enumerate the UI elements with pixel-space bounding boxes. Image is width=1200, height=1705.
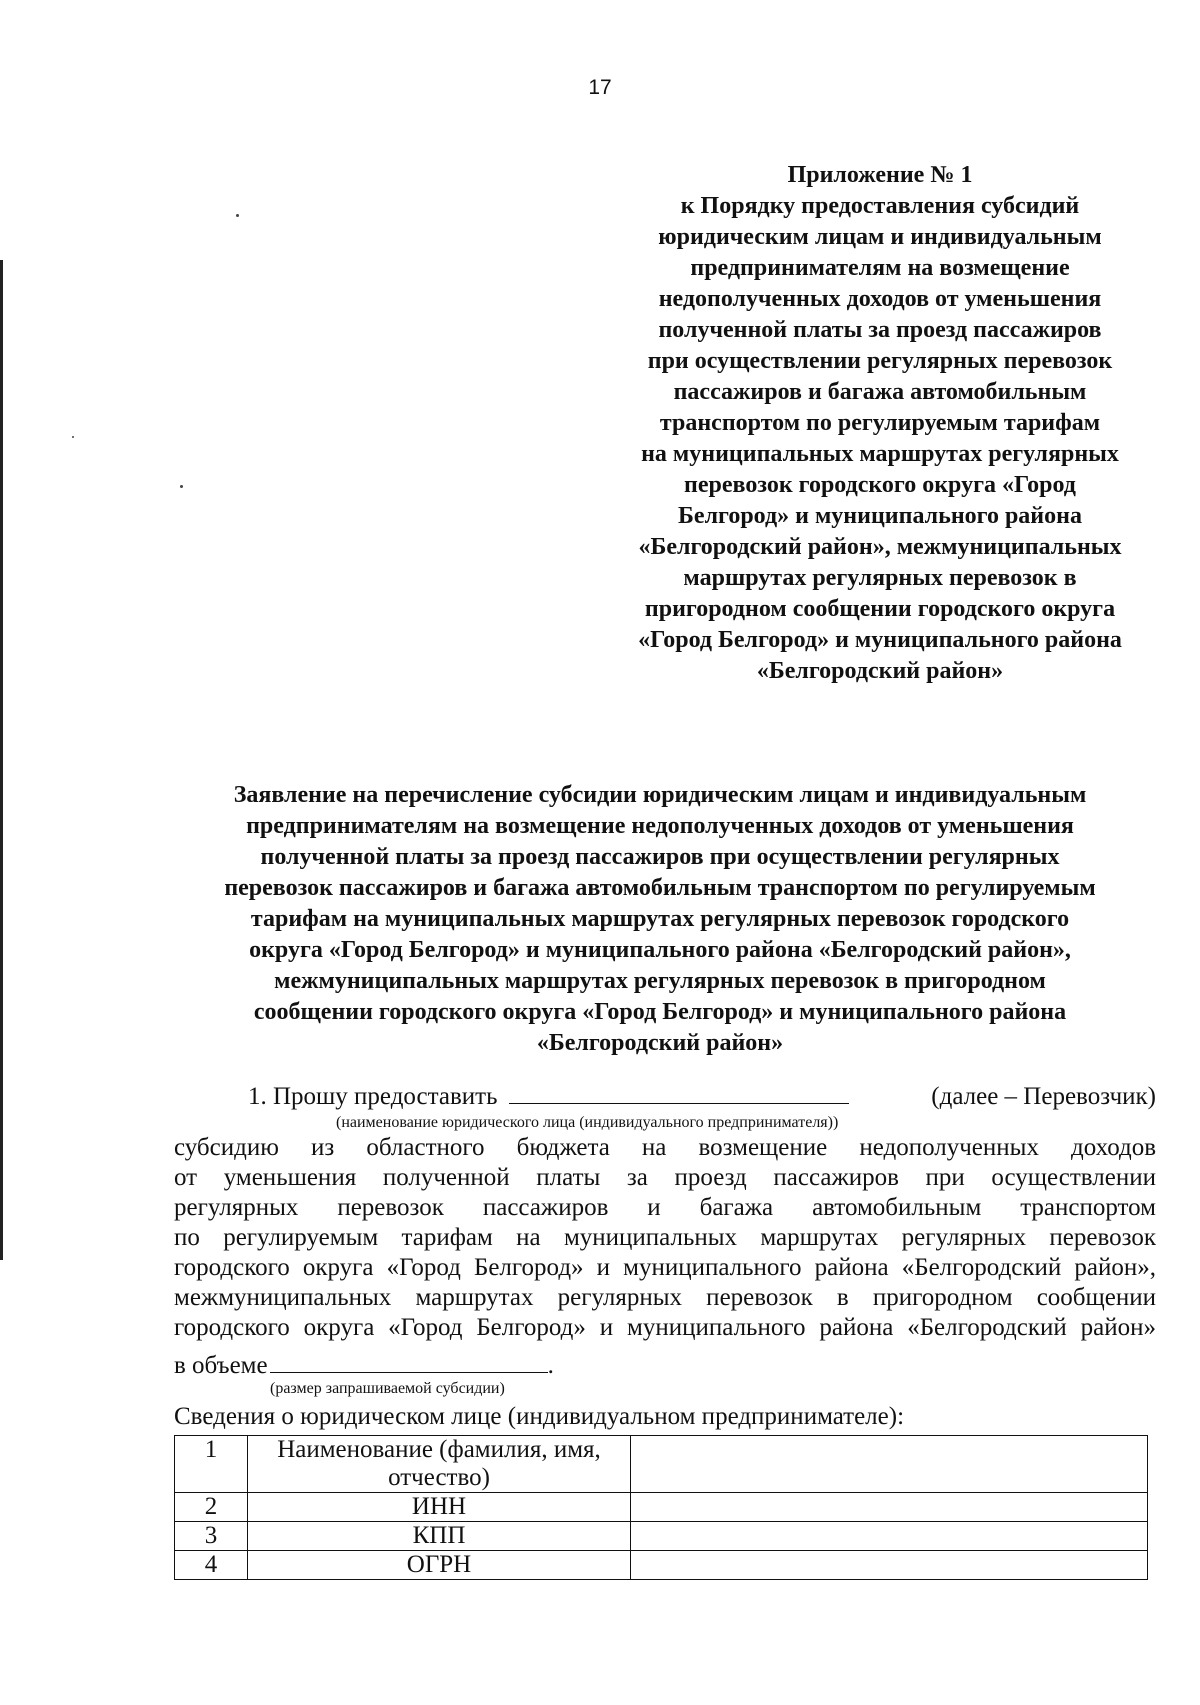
- body-line: межмуниципальных маршрутах регулярных перевозок в пригородном сообщении: [174, 1284, 1156, 1311]
- carrier-name-field[interactable]: [509, 1081, 849, 1104]
- appendix-line: «Белгородский район»: [756, 658, 1004, 684]
- appendix-line: «Белгородский район», межмуниципальных: [638, 534, 1122, 560]
- title-line: перевозок пассажиров и багажа автомобильным транспортом по регулируемым: [224, 875, 1096, 901]
- subsidy-amount-hint: (размер запрашиваемой субсидии): [270, 1380, 505, 1397]
- carrier-name-hint: (наименование юридического лица (индивидуального предпринимателя)): [336, 1114, 839, 1131]
- row-value-field[interactable]: [631, 1436, 1148, 1493]
- title-line: межмуниципальных маршрутах регулярных перевозок в пригородном: [274, 968, 1046, 994]
- volume-end: .: [547, 1352, 554, 1379]
- appendix-header: [600, 160, 1160, 687]
- info-heading: Сведения о юридическом лице (индивидуальном предпринимателе):: [174, 1403, 905, 1430]
- row-label: ОГРН: [248, 1551, 631, 1580]
- table-row: [175, 1522, 1148, 1551]
- appendix-line: недополученных доходов от уменьшения: [658, 286, 1102, 312]
- row-number: 3: [175, 1522, 248, 1551]
- body-line: городского округа «Город Белгород» и муниципального района «Белгородский район»: [174, 1314, 1156, 1341]
- table-row: [175, 1436, 1148, 1493]
- row-value-field[interactable]: [631, 1493, 1148, 1522]
- appendix-line: юридическим лицам и индивидуальным: [658, 224, 1102, 250]
- volume-line: [174, 1350, 1156, 1381]
- application-title: [150, 780, 1170, 1059]
- request-tail: (далее – Перевозчик): [931, 1083, 1156, 1110]
- appendix-line: при осуществлении регулярных перевозок: [647, 348, 1113, 374]
- scan-speck: [180, 485, 183, 488]
- title-line: округа «Город Белгород» и муниципального района «Белгородский район»,: [249, 937, 1071, 963]
- request-body: [174, 1133, 1156, 1343]
- row-number: 2: [175, 1493, 248, 1522]
- appendix-line: транспортом по регулируемым тарифам: [659, 410, 1101, 436]
- title-line: сообщении городского округа «Город Белгород» и муниципального района: [253, 999, 1067, 1025]
- row-label: КПП: [248, 1522, 631, 1551]
- request-line: [174, 1081, 1156, 1112]
- page-number: 17: [588, 76, 612, 99]
- subsidy-amount-field[interactable]: [270, 1350, 548, 1373]
- body-line: от уменьшения полученной платы за проезд пассажиров при осуществлении: [174, 1164, 1156, 1191]
- volume-label: в объеме: [174, 1352, 268, 1379]
- row-value-field[interactable]: [631, 1522, 1148, 1551]
- appendix-line: полученной платы за проезд пассажиров: [658, 317, 1102, 343]
- appendix-line: пригородном сообщении городского округа: [644, 596, 1116, 622]
- row-value-field[interactable]: [631, 1551, 1148, 1580]
- appendix-line: предпринимателям на возмещение: [690, 255, 1070, 281]
- body-line: городского округа «Город Белгород» и муниципального района «Белгородский район»,: [174, 1254, 1156, 1281]
- appendix-line: Белгород» и муниципального района: [678, 503, 1082, 529]
- row-number: 1: [175, 1436, 248, 1493]
- title-line: «Белгородский район»: [536, 1030, 784, 1056]
- scan-speck: [236, 214, 239, 217]
- table-row: [175, 1551, 1148, 1580]
- request-lead: 1. Прошу предоставить: [248, 1083, 498, 1110]
- appendix-line: на муниципальных маршрутах регулярных: [641, 441, 1119, 467]
- title-line: Заявление на перечисление субсидии юридическим лицам и индивидуальным: [233, 782, 1087, 808]
- body-line: по регулируемым тарифам на муниципальных маршрутах регулярных перевозок: [174, 1224, 1156, 1251]
- title-line: полученной платы за проезд пассажиров при осуществлении регулярных: [260, 844, 1060, 870]
- appendix-line: «Город Белгород» и муниципального района: [638, 627, 1122, 653]
- table-row: [175, 1493, 1148, 1522]
- entity-info-table: [174, 1435, 1148, 1580]
- appendix-line: маршрутах регулярных перевозок в: [683, 565, 1077, 591]
- row-number: 4: [175, 1551, 248, 1580]
- body-line: регулярных перевозок пассажиров и багажа автомобильным транспортом: [174, 1194, 1156, 1221]
- body-line: субсидию из областного бюджета на возмещение недополученных доходов: [174, 1134, 1156, 1161]
- row-label: Наименование (фамилия, имя, отчество): [248, 1436, 631, 1493]
- title-line: тарифам на муниципальных маршрутах регулярных перевозок городского: [250, 906, 1070, 932]
- title-line: предпринимателям на возмещение недополученных доходов от уменьшения: [246, 813, 1074, 839]
- appendix-line: к Порядку предоставления субсидий: [680, 193, 1080, 219]
- appendix-line: Приложение № 1: [787, 162, 973, 188]
- scan-speck: [72, 436, 74, 438]
- row-label: ИНН: [248, 1493, 631, 1522]
- appendix-line: перевозок городского округа «Город: [684, 472, 1076, 498]
- scan-edge-line: [0, 260, 3, 1260]
- appendix-line: пассажиров и багажа автомобильным: [673, 379, 1087, 405]
